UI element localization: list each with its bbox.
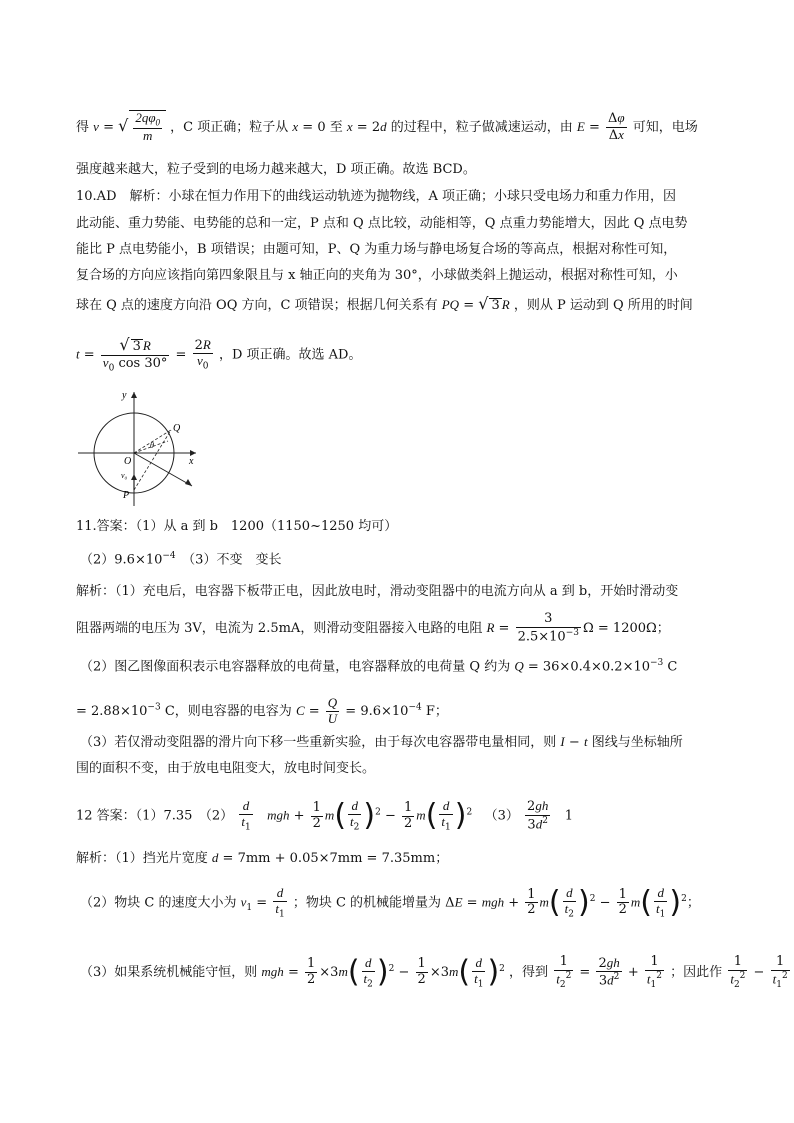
text: ，得到 [509, 965, 549, 981]
q11-expl-2: 阻器两端的电压为 3V，电流为 2.5mA，则滑动变阻器接入电路的电阻 R = $\frac{3}{2.5\times 10^{-3}}$ Ω = 1200Ω； [76, 611, 670, 645]
q10-line-2: 此动能、重力势能、电势能的总和一定，P 点和 Q 点比较，动能相等，Q 点重力势能增大，因此 Q 点电势 [76, 216, 688, 231]
text: （2）图乙图像面积表示电容器释放的电荷量，电容器释放的电荷量 Q 约为 [80, 659, 511, 675]
text: ；物块 C 的机械能增量为 [292, 895, 442, 911]
q12-answer: 12 答案：（1）7.35 （2） $\frac{d}{t_1}$ mgh + $\frac{1}{2}$ m( $\frac{d}{t_2}$ )$^2$ − $\frac{1}{2}$ m( $\frac{d}{t_1}$ )$^2$ （3） $\frac{2gh}{3d^2}$ 1 [76, 798, 574, 834]
text: （3）若仅滑动变阻器的滑片向下移一些重新实验，由于每次电容器带电量相同，则 [80, 735, 557, 750]
text: ，C 项正确；粒子从 [170, 119, 289, 135]
text: 的过程中，粒子做减速运动，由 [390, 119, 573, 135]
text: ；因此作 [670, 965, 723, 981]
q10-line-1: 10.AD 解析：小球在恒力作用下的曲线运动轨迹为抛物线，A 项正确；小球只受电场力和重力作用，因 [76, 189, 677, 204]
label-p: P [123, 490, 130, 501]
q10-line-4: 复合场的方向应该指向第四象限且与 x 轴正向的夹角为 30°，小球做类斜上抛运动，根据对称性可知，小 [76, 268, 678, 283]
q12-expl-2: （2）物块 C 的速度大小为 $v_1$ = $\frac{d}{t_1}$ ；物块 C 的机械能增量为 ΔE = mgh + $\frac{1}{2}$ m( $\frac{d}{t_2}$ )$^2$ − $\frac{1}{2}$ m( $\frac{d}{t_1}$ )$^2$； [80, 884, 700, 920]
q10-line-6: t = $\frac{√ 3 R}{v_0 \cos 30^\circ}$ = $\frac{2R}{v_0}$ ，D 项正确。故选 AD。 [76, 335, 362, 374]
text: ； [686, 895, 700, 911]
text: ； [434, 703, 448, 719]
q10-line-5: 球在 Q 点的速度方向沿 OQ 方向，C 项错误；根据几何关系有 PQ = √ 3 R ，则从 P 运动到 Q 所用的时间 [76, 294, 693, 313]
v0-arrow-head [131, 474, 137, 480]
line-1: 得 v = √ $\frac{2q\varphi_0}{m}$ ，C 项正确；粒子从 x = 0 至 x = 2d 的过程中，粒子做减速运动，由 E = $\frac{\Delta\varphi}{\Delta x}$ 可知，电场 [76, 110, 698, 143]
q11-expl-1: 解析：（1）充电后，电容器下板带正电，因此放电时，滑动变阻器中的电流方向从 a 到 b，开始时滑动变 [76, 584, 679, 599]
label-o: O [124, 456, 132, 467]
q11-answer-2 [80, 552, 281, 566]
label-y: y [122, 390, 127, 401]
text: 1 [564, 808, 574, 824]
text: 12 答案：（1）7.35 （2） [76, 808, 234, 824]
text: 得 [76, 119, 90, 135]
pq-line [134, 430, 171, 490]
text: ； [435, 851, 449, 866]
text: 球在 Q 点的速度方向沿 OQ 方向，C 项错误；根据几何关系有 [76, 298, 438, 313]
text: （3）如果系统机械能守恒，则 [80, 965, 258, 981]
text: 阻器两端的电压为 3V，电流为 2.5mA，则滑动变阻器接入电路的电阻 [76, 621, 483, 637]
label-x: x [189, 456, 194, 467]
text: 解析：（1）挡光片宽度 [76, 851, 208, 866]
q11-expl-4: = $2.88\times 10^{-3}$ C，则电容器的电容为 C = $\frac{Q}{U}$ = $9.6\times 10^{-4}$ F； [76, 695, 448, 726]
text: （3）不变 变长 [175, 552, 282, 568]
text: ，D 项正确。故选 AD。 [218, 347, 362, 363]
q11-expl-3: （2）图乙图像面积表示电容器释放的电荷量，电容器释放的电荷量 Q 约为 $Q = 36\times 0.4\times 0.2\times 10^{-3}$ C [80, 658, 678, 675]
line-2: 强度越来越大，粒子受到的电场力越来越大，D 项正确。故选 BCD。 [76, 162, 476, 177]
circle-diagram [74, 388, 204, 508]
text: 图线与坐标轴所 [591, 735, 683, 750]
text: 可知，电场 [632, 119, 698, 135]
q11-answer-1: 11.答案：（1）从 a 到 b 1200（1150~1250 均可） [76, 519, 398, 534]
text: −4 [162, 551, 176, 561]
text: ； [656, 621, 670, 637]
text: ，则电容器的电容为 [174, 703, 292, 719]
field-arrow-head [185, 479, 192, 486]
q11-expl-6: 围的面积不变，由于放电电阻变大，放电时间变长。 [76, 761, 376, 776]
text: ，则从 P 运动到 Q 所用的时间 [513, 298, 693, 313]
y-axis-arrow [131, 392, 137, 398]
text: （2）9.6×10 [80, 552, 163, 568]
q10-line-3: 能比 P 点电势能小，B 项错误；由题可知，P、Q 为重力场与静电场复合场的等高点，根据对称性可知， [76, 242, 677, 257]
label-theta: θ [150, 441, 154, 450]
q12-expl-1: 解析：（1）挡光片宽度 d = 7mm + 0.05×7mm = 7.35mm； [76, 850, 449, 866]
q11-expl-5: （3）若仅滑动变阻器的滑片向下移一些重新实验，由于每次电容器带电量相同，则 I − t 图线与坐标轴所 [80, 734, 683, 750]
q12-expl-3: （3）如果系统机械能守恒，则 mgh = $\frac{1}{2}$ ×3m( $\frac{d}{t_2}$ )$^2$ − $\frac{1}{2}$ ×3m( $\frac{d}{t_1}$ )$^2$ ，得到 $\frac{1}{t_2^2}$ = $\frac{2gh}{3d^2}$ + $\frac{1}{t_1^2}$ ；因此作 $\frac{1}{t_2^2}$ − $\frac{1}{t_1^2}$ [80, 954, 788, 990]
text: （3） [484, 808, 519, 824]
text: （2）物块 C 的速度大小为 [80, 895, 237, 911]
label-v0: v₀ [121, 471, 128, 480]
label-q: Q [173, 423, 181, 434]
